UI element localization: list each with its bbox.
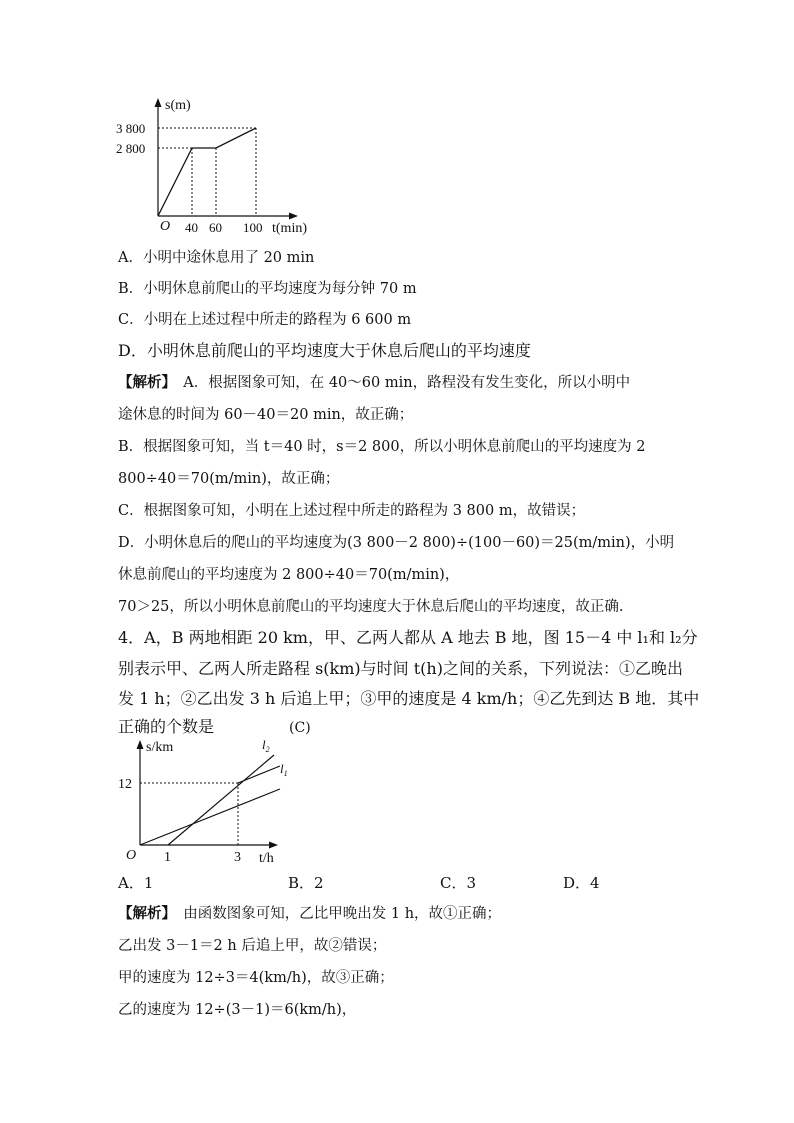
solution-tag: 【解析】 — [118, 374, 169, 391]
label-l2-sub: 2 — [265, 745, 270, 754]
x-axis-arrow — [289, 213, 298, 220]
distance-time-graph-2 — [112, 735, 302, 870]
answer-label: (C) — [289, 720, 311, 736]
y-tick-2800: 2 800 — [116, 141, 146, 156]
label-l1-letter: l — [280, 761, 284, 776]
distance-time-graph-1 — [112, 92, 322, 242]
solution-1-line-7: 休息前爬山的平均速度为 2 800÷40＝70(m/min)， — [118, 567, 460, 583]
label-l1-sub: 1 — [283, 769, 288, 778]
solution-1-line-8: 70＞25，所以小明休息前爬山的平均速度大于休息后爬山的平均速度，故正确. — [118, 599, 624, 615]
choice-b: B．2 — [288, 874, 324, 892]
solution-text: 由函数图象可知，乙比甲晚出发 1 h，故①正确； — [168, 906, 502, 922]
solution-2-line-3: 甲的速度为 12÷3＝4(km/h)，故③正确； — [118, 970, 394, 986]
option-b: B．小明休息前爬山的平均速度为每分钟 70 m — [118, 281, 417, 297]
label-l1 — [280, 761, 288, 778]
path-line — [158, 128, 256, 216]
choice-a: A．1 — [118, 874, 154, 892]
x-axis-arrow — [269, 842, 278, 849]
x-tick-60: 60 — [209, 220, 222, 235]
line-l1 — [140, 789, 280, 845]
choice-d: D．4 — [563, 874, 600, 892]
solution-1-line-4: 800÷40＝70(m/min)，故正确； — [118, 471, 340, 487]
x-tick-3: 3 — [234, 850, 241, 865]
solution-2-line-1 — [118, 904, 501, 924]
solution-1-line-6: D．小明休息后的爬山的平均速度为(3 800－2 800)÷(100－60)＝25(m/min)，小明 — [118, 535, 675, 551]
x-tick-100: 100 — [243, 220, 263, 235]
solution-1-line-1 — [118, 373, 630, 393]
x-axis-label: t/h — [259, 851, 274, 866]
line-l2 — [168, 755, 274, 845]
x-axis-label: t(min) — [272, 221, 307, 236]
label-l2 — [262, 737, 270, 754]
question-4-line-2: 别表示甲、乙两人所走路程 s(km)与时间 t(h)之间的关系，下列说法：①乙晚出 — [118, 659, 683, 678]
y-axis-label: s/km — [146, 740, 174, 755]
x-tick-40: 40 — [185, 220, 198, 235]
option-d: D．小明休息前爬山的平均速度大于休息后爬山的平均速度 — [118, 341, 531, 360]
question-4-line-1: 4．A，B 两地相距 20 km，甲、乙两人都从 A 地去 B 地，图 15－4 中 l₁和 l₂分 — [118, 628, 698, 647]
y-axis-arrow — [155, 98, 162, 107]
solution-1-line-3: B．根据图象可知，当 t＝40 时，s＝2 800，所以小明休息前爬山的平均速度为 2 — [118, 439, 646, 455]
origin-label: O — [126, 848, 137, 863]
option-a: A．小明中途休息用了 20 min — [118, 250, 315, 266]
solution-tag: 【解析】 — [118, 905, 169, 922]
label-l2-letter: l — [262, 737, 266, 752]
question-4-line-3: 发 1 h；②乙出发 3 h 后追上甲；③甲的速度是 4 km/h；④乙先到达 B 地．其中 — [118, 689, 700, 708]
choice-c: C．3 — [440, 874, 477, 892]
solution-2-line-4: 乙的速度为 12÷(3－1)＝6(km/h)， — [118, 1002, 357, 1018]
option-c: C．小明在上述过程中所走的路程为 6 600 m — [118, 312, 412, 328]
solution-2-line-2: 乙出发 3－1＝2 h 后追上甲，故②错误； — [118, 938, 387, 954]
y-tick-12: 12 — [118, 777, 132, 792]
x-tick-1: 1 — [164, 850, 171, 865]
solution-1-line-2: 途休息的时间为 60－40＝20 min，故正确； — [118, 407, 414, 423]
y-tick-3800: 3 800 — [116, 121, 146, 136]
solution-text: A．根据图象可知，在 40～60 min，路程没有发生变化，所以小明中 — [168, 375, 631, 391]
y-axis-label: s(m) — [165, 98, 191, 113]
solution-1-line-5: C．根据图象可知，小明在上述过程中所走的路程为 3 800 m，故错误； — [118, 503, 586, 519]
question-stem: 正确的个数是 — [118, 717, 215, 736]
origin-label: O — [160, 219, 171, 234]
y-axis-arrow — [137, 740, 144, 749]
